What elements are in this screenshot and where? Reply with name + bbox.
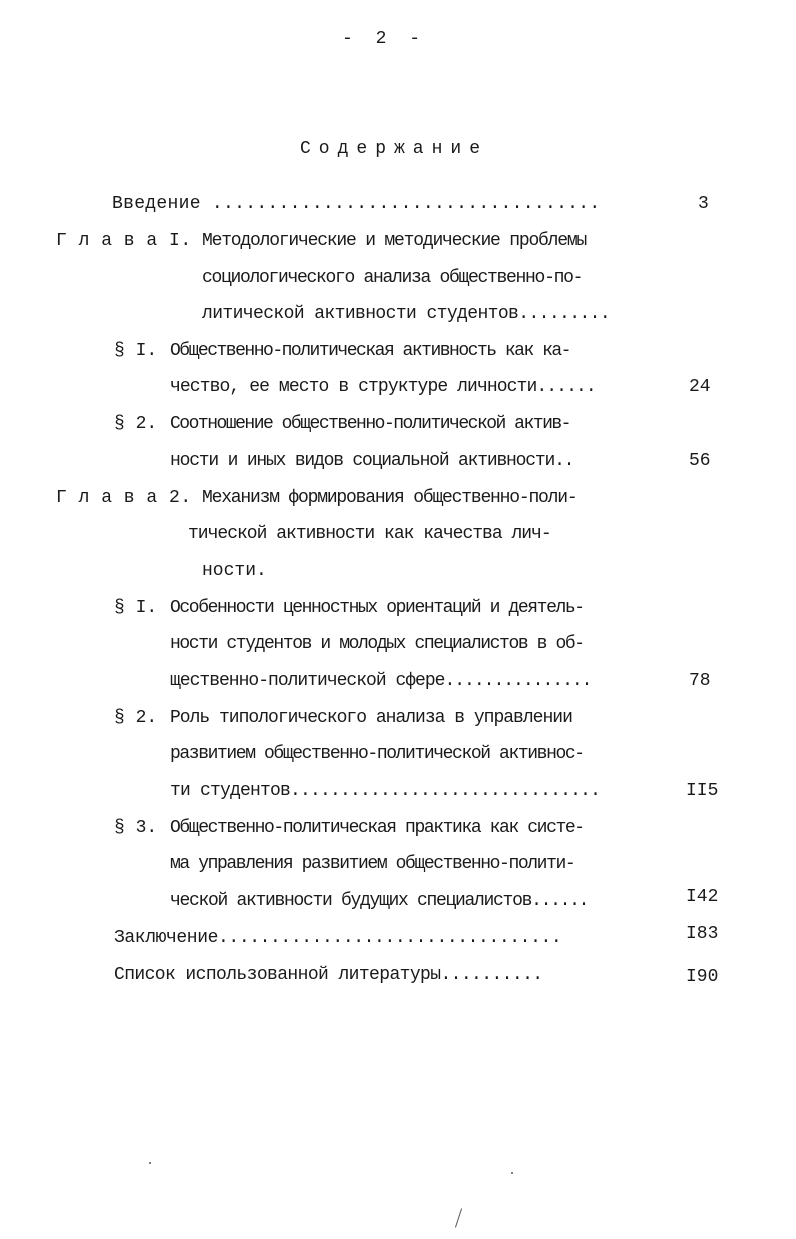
toc-page-number: I83 xyxy=(686,924,719,944)
toc-line: ма управления развитием общественно-полити- xyxy=(170,854,575,874)
toc-line: литической активности студентов......... xyxy=(202,304,611,324)
toc-line: развитием общественно-политической активнос- xyxy=(170,744,584,764)
toc-page-number: 3 xyxy=(698,194,709,214)
toc-line: Общественно-политическая активность как ка- xyxy=(170,341,570,361)
toc-page-number: 56 xyxy=(689,451,711,471)
section-label: § 3. xyxy=(114,818,158,838)
toc-line: ности студентов и молодых специалистов в об- xyxy=(170,634,584,654)
toc-line: Механизм формирования общественно-поли- xyxy=(202,488,577,508)
toc-line: ности. xyxy=(202,561,267,581)
scan-speck xyxy=(455,1208,462,1227)
toc-line: ности и иных видов социальной активности.. xyxy=(170,451,574,471)
section-label: § I. xyxy=(114,341,158,361)
section-label: § 2. xyxy=(114,708,158,728)
page-number: - 2 - xyxy=(342,29,427,49)
toc-page-number: I90 xyxy=(686,967,719,987)
toc-line: Роль типологического анализа в управлении xyxy=(170,708,572,728)
toc-page-number: I42 xyxy=(686,887,719,907)
scan-speck xyxy=(511,1172,513,1174)
toc-line: Общественно-политическая практика как систе- xyxy=(170,818,584,838)
section-label: § 2. xyxy=(114,414,158,434)
toc-page-number: II5 xyxy=(686,781,719,801)
toc-line: ти студентов............................... xyxy=(170,781,601,801)
page-title: Содержание xyxy=(300,139,489,159)
toc-line: Заключение................................. xyxy=(114,928,562,948)
toc-page-number: 78 xyxy=(689,671,711,691)
toc-line: Список использованной литературы.......... xyxy=(114,965,543,985)
chapter-label: Г л а в а 2. xyxy=(56,488,192,508)
toc-line: чество, ее место в структуре личности...... xyxy=(170,377,596,397)
toc-line: социологического анализа общественно-по- xyxy=(202,268,583,288)
toc-line: тической активности как качества лич- xyxy=(188,524,551,544)
toc-line: Особенности ценностных ориентаций и деятель- xyxy=(170,598,584,618)
toc-line: щественно-политической сфере............... xyxy=(170,671,592,691)
chapter-label: Г л а в а I. xyxy=(56,231,192,251)
section-label: § I. xyxy=(114,598,158,618)
toc-line: Введение ................................... xyxy=(112,194,601,214)
toc-line: Методологические и методические проблемы xyxy=(202,231,587,251)
toc-line: Соотношение общественно-политической актив- xyxy=(170,414,570,434)
scan-speck xyxy=(149,1162,151,1164)
toc-line: ческой активности будущих специалистов...... xyxy=(170,891,589,911)
toc-page-number: 24 xyxy=(689,377,711,397)
